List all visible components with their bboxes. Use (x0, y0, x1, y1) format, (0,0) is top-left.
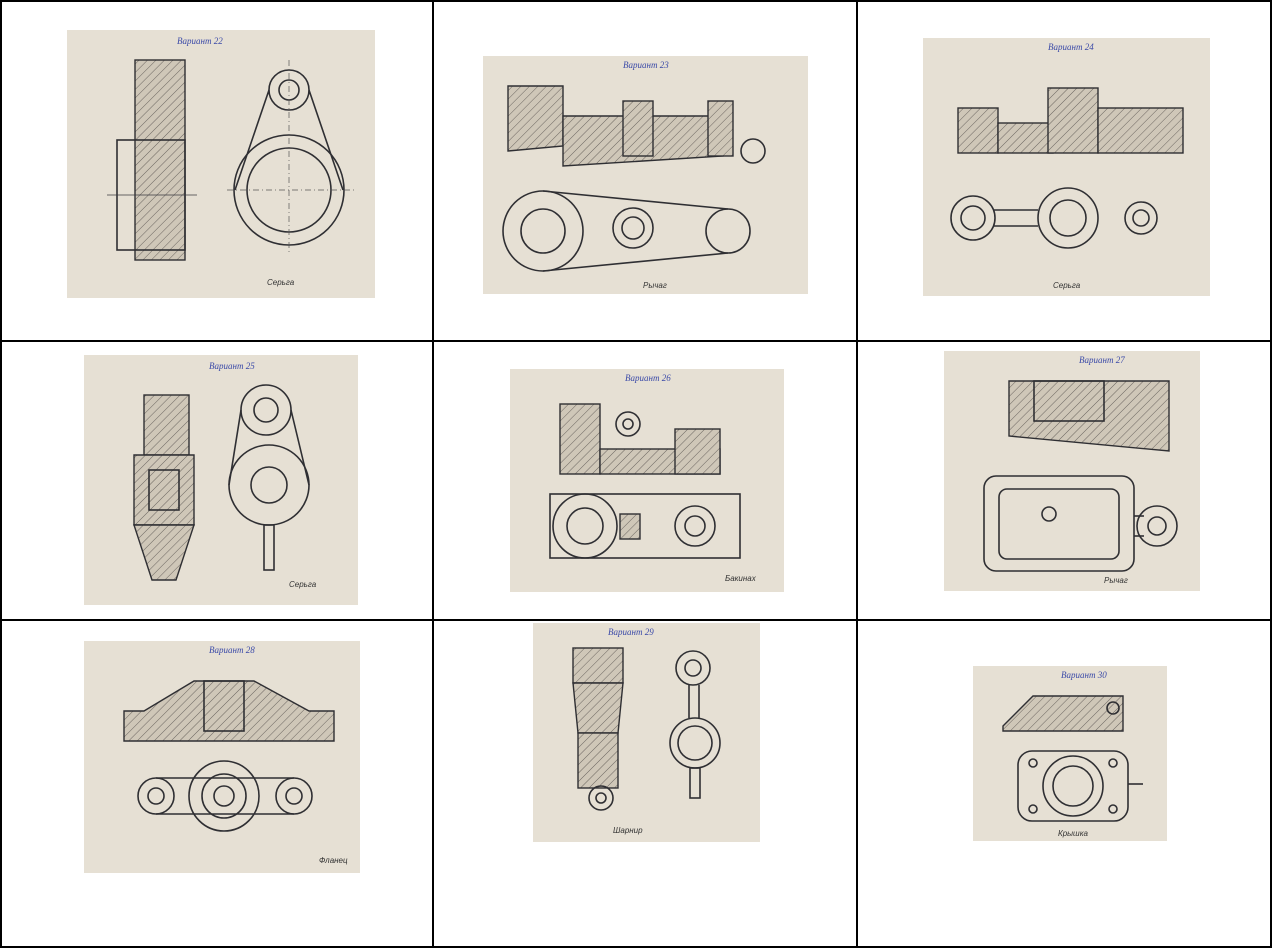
drawing-photo-variant-27 (944, 351, 1200, 591)
drawing-photo-variant-29 (533, 623, 760, 842)
drawing-photo-variant-25 (84, 355, 358, 605)
drawing-label: Фланец (319, 856, 348, 865)
drawing-title: Вариант 30 (1061, 670, 1107, 680)
drawing-label: Серьга (267, 278, 295, 287)
drawing-title: Вариант 27 (1079, 355, 1125, 365)
drawing-title: Вариант 28 (209, 645, 255, 655)
drawing-title: Вариант 24 (1048, 42, 1094, 52)
drawing-photo-variant-23 (483, 56, 808, 294)
drawing-label: Серьга (1053, 281, 1081, 290)
drawing-photo-variant-30 (973, 666, 1167, 841)
drawing-label: Рычаг (643, 281, 667, 290)
drawing-title: Вариант 23 (623, 60, 669, 70)
drawing-label: Серьга (289, 580, 317, 589)
drawing-label: Крышка (1058, 829, 1088, 838)
drawing-title: Вариант 22 (177, 36, 223, 46)
drawing-label: Рычаг (1104, 576, 1128, 585)
drawing-label: Шарнир (613, 826, 643, 835)
drawing-photo-variant-24 (923, 38, 1210, 296)
drawing-title: Вариант 26 (625, 373, 671, 383)
drawing-photo-variant-28 (84, 641, 360, 873)
drawing-label: Бакинах (725, 574, 756, 583)
drawing-photo-variant-26 (510, 369, 784, 592)
drawing-photo-variant-22 (67, 30, 375, 298)
drawing-title: Вариант 29 (608, 627, 654, 637)
drawing-title: Вариант 25 (209, 361, 255, 371)
